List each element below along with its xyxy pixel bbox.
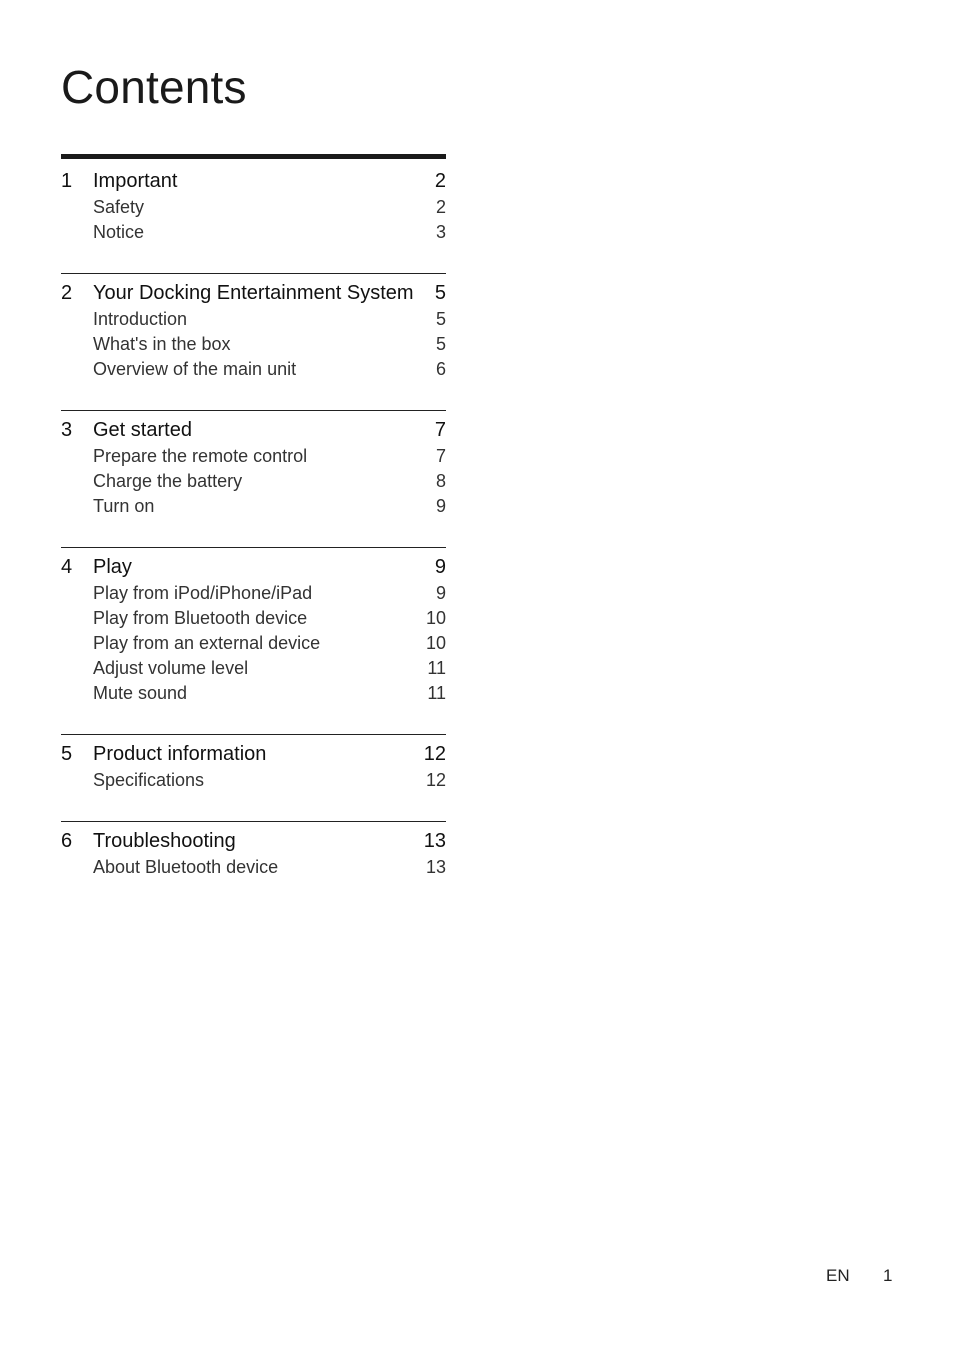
entry-page: 8 <box>435 471 446 491</box>
section-page: 5 <box>434 282 446 304</box>
toc-entry[interactable] <box>61 606 446 631</box>
entry-page: 6 <box>435 359 446 379</box>
entry-label: About Bluetooth device <box>93 857 279 877</box>
section-title: Important <box>93 170 178 192</box>
toc-section <box>61 547 446 706</box>
entry-page: 3 <box>435 222 446 242</box>
entry-label: Introduction <box>93 309 188 329</box>
section-page: 2 <box>434 170 446 192</box>
section-number: 1 <box>61 170 73 192</box>
section-title: Get started <box>93 419 192 441</box>
entry-page: 5 <box>435 334 446 354</box>
toc-entry[interactable] <box>61 631 446 656</box>
section-number: 5 <box>61 743 73 765</box>
entry-label: Prepare the remote control <box>93 446 308 466</box>
section-page: 12 <box>423 743 446 765</box>
entry-label: Play from Bluetooth device <box>93 608 308 628</box>
entry-label: Overview of the main unit <box>93 359 297 379</box>
section-title: Your Docking Entertainment System <box>93 282 414 304</box>
entry-page: 5 <box>435 309 446 329</box>
toc-section <box>61 154 446 245</box>
entry-page: 12 <box>425 770 446 790</box>
entry-label: Safety <box>93 197 145 217</box>
entry-label: Play from iPod/iPhone/iPad <box>93 583 313 603</box>
toc-entry[interactable] <box>61 681 446 706</box>
toc-entry[interactable] <box>61 581 446 606</box>
entry-label: What's in the box <box>93 334 231 354</box>
footer-page-number: 1 <box>883 1266 893 1285</box>
entry-label: Turn on <box>93 496 155 516</box>
toc-section-heading[interactable] <box>61 167 446 195</box>
toc-entry[interactable] <box>61 357 446 382</box>
entry-label: Play from an external device <box>93 633 321 653</box>
entry-page: 9 <box>435 583 446 603</box>
entry-label: Mute sound <box>93 683 188 703</box>
entry-page: 2 <box>435 197 446 217</box>
entry-page: 11 <box>427 658 446 678</box>
toc-entry[interactable] <box>61 656 446 681</box>
section-number: 6 <box>61 830 73 852</box>
section-number: 2 <box>61 282 73 304</box>
section-page: 9 <box>434 556 446 578</box>
toc-section <box>61 821 446 880</box>
page-title: Contents <box>61 61 247 113</box>
section-page: 13 <box>423 830 446 852</box>
entry-label: Adjust volume level <box>93 658 249 678</box>
section-number: 4 <box>61 556 73 578</box>
section-title: Play <box>93 556 132 578</box>
toc-section-heading[interactable] <box>61 553 446 581</box>
toc-section-heading[interactable] <box>61 279 446 307</box>
footer-language: EN <box>826 1266 850 1285</box>
entry-label: Charge the battery <box>93 471 243 491</box>
toc-entry[interactable] <box>61 855 446 880</box>
toc-entry[interactable] <box>61 220 446 245</box>
toc-entry[interactable] <box>61 195 446 220</box>
toc-section <box>61 273 446 382</box>
entry-page: 9 <box>435 496 446 516</box>
toc-entry[interactable] <box>61 768 446 793</box>
toc-section <box>61 410 446 519</box>
entry-label: Specifications <box>93 770 205 790</box>
section-title: Troubleshooting <box>93 830 236 852</box>
toc-section-heading[interactable] <box>61 827 446 855</box>
section-title: Product information <box>93 743 267 765</box>
entry-page: 10 <box>425 608 446 628</box>
entry-page: 7 <box>435 446 446 466</box>
toc-entry[interactable] <box>61 494 446 519</box>
section-page: 7 <box>434 419 446 441</box>
toc-entry[interactable] <box>61 469 446 494</box>
section-number: 3 <box>61 419 73 441</box>
entry-label: Notice <box>93 222 145 242</box>
toc-section-heading[interactable] <box>61 740 446 768</box>
toc-entry[interactable] <box>61 444 446 469</box>
toc-entry[interactable] <box>61 307 446 332</box>
toc-section-heading[interactable] <box>61 416 446 444</box>
toc-section <box>61 734 446 793</box>
entry-page: 10 <box>425 633 446 653</box>
toc-entry[interactable] <box>61 332 446 357</box>
entry-page: 13 <box>425 857 446 877</box>
entry-page: 11 <box>427 683 446 703</box>
